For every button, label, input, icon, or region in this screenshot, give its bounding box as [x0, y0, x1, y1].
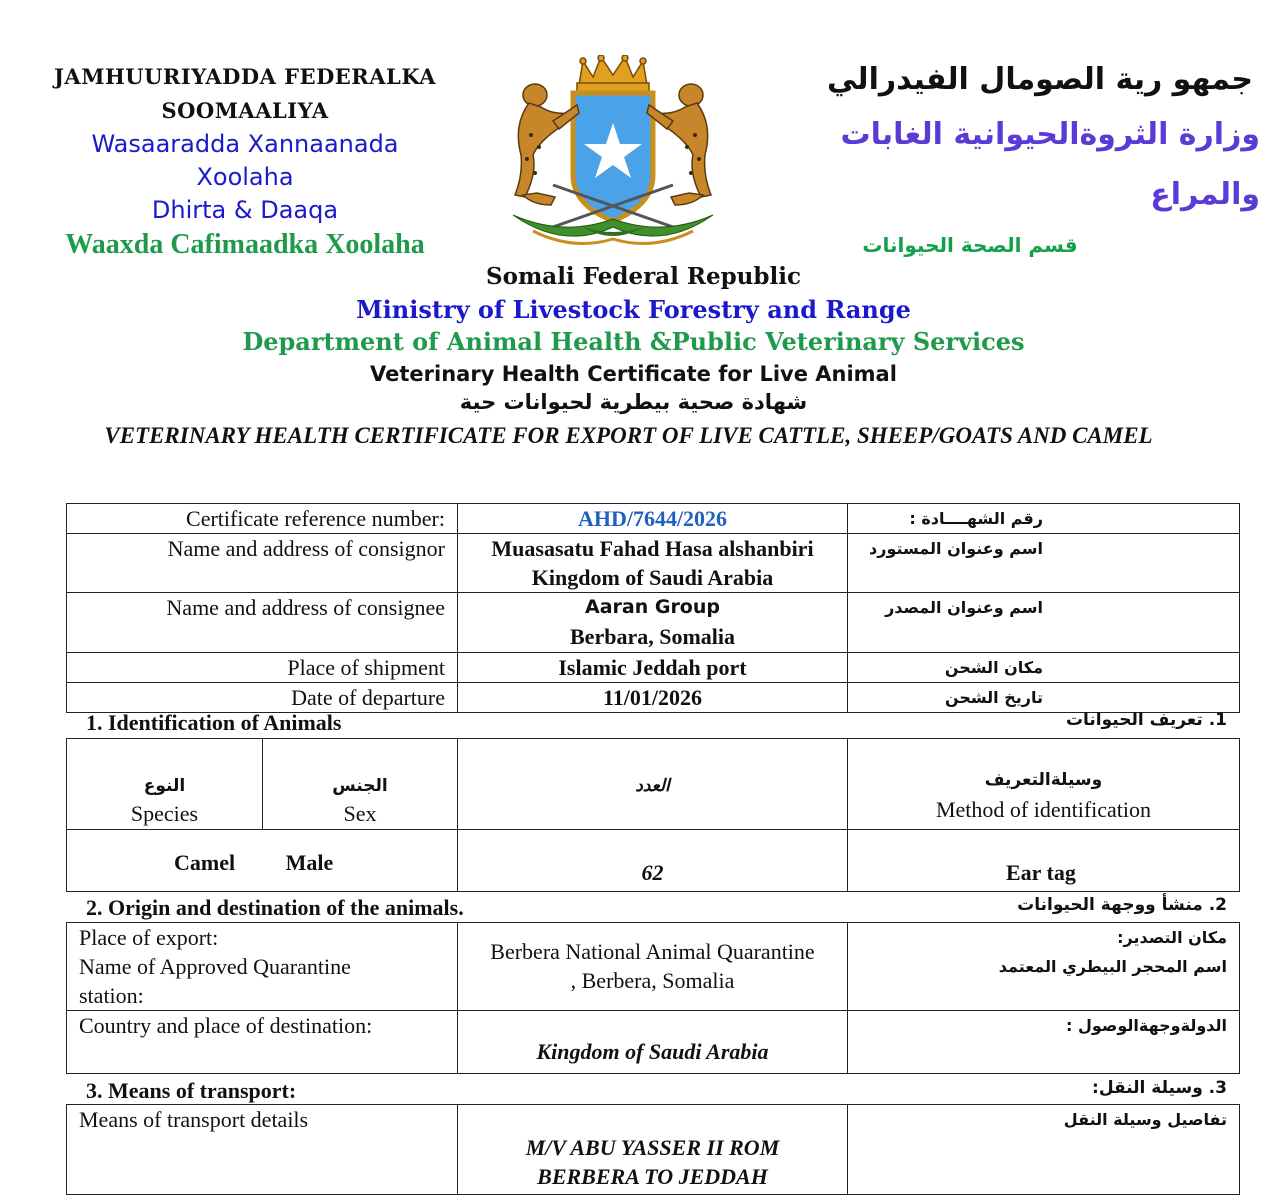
transport-value	[458, 1105, 848, 1195]
export-ar-line2: اسم المحجر البيطري المعتمد	[998, 957, 1227, 976]
consignee-name: Aaran Group	[584, 596, 720, 618]
shipment-label: Place of shipment	[67, 653, 458, 683]
certificate-full-title: VETERINARY HEALTH CERTIFICATE FOR EXPORT OF LIVE CATTLE, SHEEP/GOATS AND CAMEL	[104, 423, 1153, 448]
somalia-coat-of-arms-icon	[493, 55, 733, 250]
count-value: 62	[458, 830, 848, 892]
header-right	[740, 55, 1260, 265]
section3-title-en: 3. Means of transport:	[86, 1078, 297, 1103]
destination-row	[67, 1011, 1240, 1074]
section3-title-ar: 3. وسيلة النقل:	[1092, 1078, 1227, 1098]
department-title: Department of Animal Health &Public Veterinary Services	[242, 327, 1025, 356]
republic-title: Somali Federal Republic	[486, 263, 801, 290]
shipment-row	[67, 653, 1240, 683]
section2-heading	[66, 895, 1239, 923]
identification-header-row	[67, 739, 1240, 830]
certificate-title-ar: شهادة صحية بيطرية لحيوانات حية	[459, 390, 808, 414]
method-header	[848, 739, 1240, 830]
consignor-name: Muasasatu Fahad Hasa alshanbiri	[491, 536, 814, 561]
export-value-line1: Berbera National Animal Quarantine	[490, 939, 815, 964]
identification-table	[66, 738, 1240, 892]
section2-title-en: 2. Origin and destination of the animals.	[86, 895, 464, 920]
consignor-address: Kingdom of Saudi Arabia	[531, 565, 774, 590]
sex-header-en: Sex	[343, 801, 377, 826]
departure-value: 11/01/2026	[458, 683, 848, 713]
species-sex-cell	[67, 830, 458, 892]
consignee-address: Berbara, Somalia	[570, 624, 735, 649]
header-right-line3: قسم الصحة الحيوانات	[862, 233, 1078, 257]
method-value: Ear tag	[848, 830, 1240, 892]
consignee-label-ar: اسم وعنوان المصدر	[848, 593, 1240, 653]
export-value-line2: , Berbera, Somalia	[570, 968, 735, 993]
export-label-ar	[848, 923, 1240, 1011]
count-header	[458, 739, 848, 830]
method-header-ar: وسيلةالتعريف	[984, 770, 1103, 790]
destination-label: Country and place of destination:	[67, 1011, 458, 1074]
species-value: Camel	[174, 850, 236, 875]
ref-label: Certificate reference number:	[67, 504, 458, 534]
info-table	[66, 503, 1240, 713]
transport-table	[66, 1104, 1240, 1195]
transport-label: Means of transport details	[67, 1105, 458, 1195]
header-left-line3: Wasaaradda Xannaanada	[91, 130, 399, 158]
consignee-row	[67, 593, 1240, 653]
count-header-ar: العدد	[635, 776, 670, 796]
origin-table	[66, 922, 1240, 1074]
header-left-line2: SOOMAALIYA	[161, 98, 329, 123]
consignor-label: Name and address of consignor	[67, 534, 458, 593]
method-header-en: Method of identification	[935, 797, 1152, 822]
header-left-line6: Waaxda Cafimaadka Xoolaha	[65, 229, 425, 260]
export-label-line2: Name of Approved Quarantine	[79, 954, 351, 979]
export-ar-line1: مكان التصدير:	[1117, 928, 1227, 947]
shipment-label-ar: مكان الشحن	[848, 653, 1240, 683]
certificate-title-en: Veterinary Health Certificate for Live Animal	[370, 362, 897, 386]
transport-value-line1: M/V ABU YASSER II ROM	[525, 1135, 780, 1160]
species-header	[67, 739, 263, 830]
species-header-ar: النوع	[143, 776, 186, 796]
export-label	[67, 923, 458, 1011]
transport-row	[67, 1105, 1240, 1195]
section1-title-ar: 1. تعريف الحيوانات	[1065, 710, 1227, 730]
identification-data-row	[67, 830, 1240, 892]
section2-title-ar: 2. منشأ ووجهة الحيوانات	[1017, 895, 1227, 915]
departure-label: Date of departure	[67, 683, 458, 713]
export-row	[67, 923, 1240, 1011]
destination-value: Kingdom of Saudi Arabia	[458, 1011, 848, 1074]
header-right-line2: وزارة الثروةالحيوانية الغابات والمراع	[840, 117, 1260, 212]
shipment-value: Islamic Jeddah port	[458, 653, 848, 683]
species-header-en: Species	[130, 801, 199, 826]
header-left-line5: Dhirta & Daaqa	[151, 196, 339, 224]
section1-title-en: 1. Identification of Animals	[86, 710, 342, 735]
export-label-line3: station:	[79, 983, 144, 1008]
transport-value-line2: BERBERA TO JEDDAH	[537, 1164, 768, 1189]
header-left	[40, 60, 450, 263]
consignee-value	[458, 593, 848, 653]
sex-value: Male	[285, 850, 334, 875]
header-right-line1: جمهو رية الصومال الفيدرالي	[826, 62, 1254, 97]
section1-heading	[66, 710, 1239, 738]
transport-label-ar: تفاصيل وسيلة النقل	[848, 1105, 1240, 1195]
consignor-value	[458, 534, 848, 593]
sex-header-ar: الجنس	[332, 776, 388, 796]
consignee-label: Name and address of consignee	[67, 593, 458, 653]
section3-heading	[66, 1078, 1239, 1106]
ref-row	[67, 504, 1240, 534]
export-label-line1: Place of export:	[79, 925, 219, 950]
ref-label-ar: رقم الشهــــادة :	[848, 504, 1240, 534]
consignor-row	[67, 534, 1240, 593]
header-left-line1: JAMHUURIYADDA FEDERALKA	[53, 64, 437, 89]
consignor-label-ar: اسم وعنوان المستورد	[848, 534, 1240, 593]
destination-label-ar: الدولةوجهةالوصول :	[848, 1011, 1240, 1074]
ref-value: AHD/7644/2026	[458, 504, 848, 534]
departure-label-ar: تاريخ الشحن	[848, 683, 1240, 713]
departure-row	[67, 683, 1240, 713]
sex-header	[263, 739, 458, 830]
export-value	[458, 923, 848, 1011]
header-left-line4: Xoolaha	[196, 163, 294, 191]
ministry-title: Ministry of Livestock Forestry and Range	[356, 295, 911, 324]
